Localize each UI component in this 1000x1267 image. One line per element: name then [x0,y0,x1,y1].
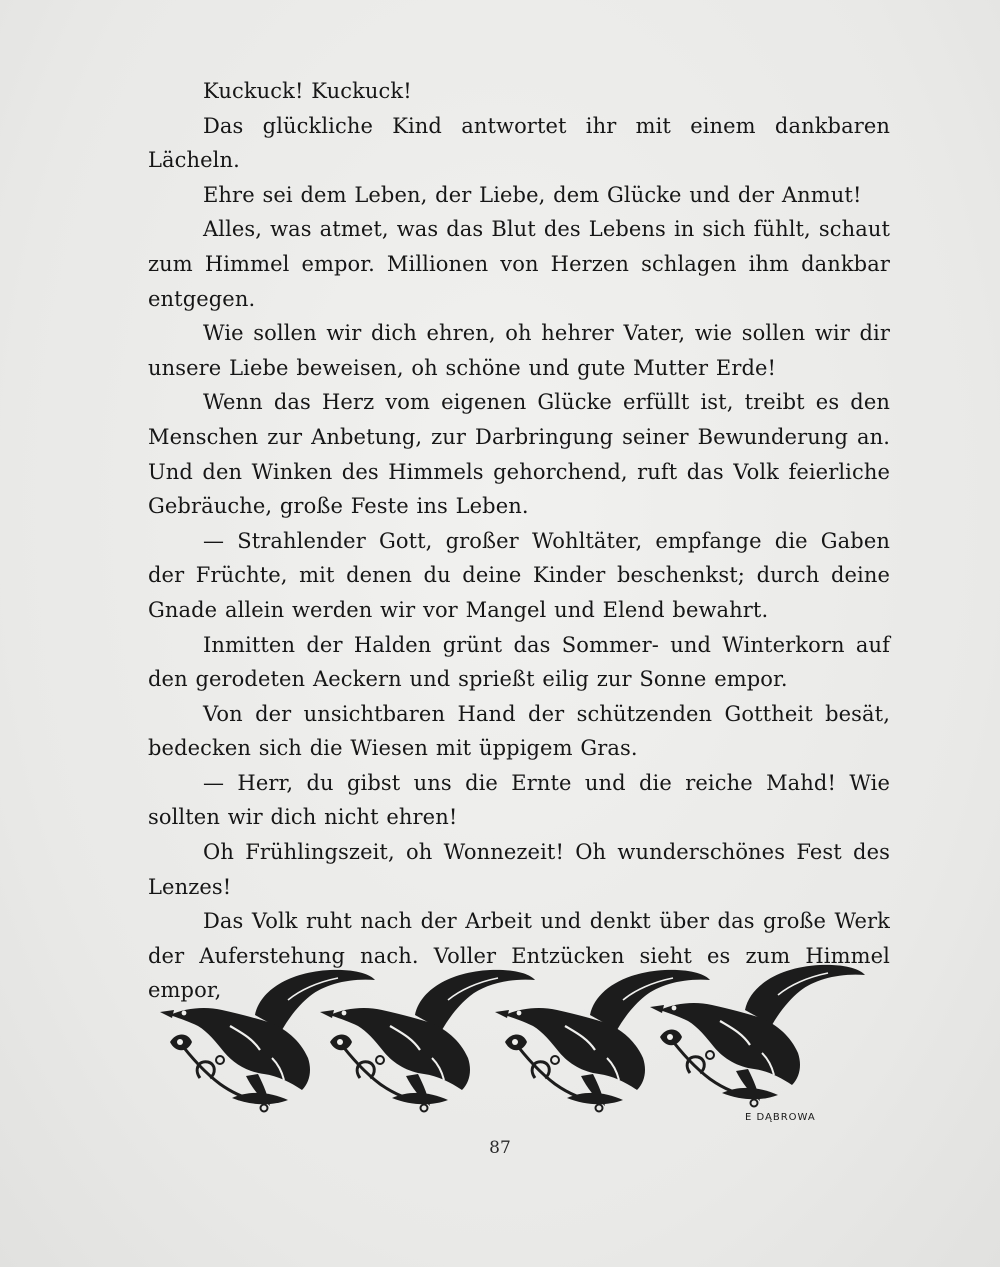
paragraph-12: Das Volk ruht nach der Arbeit und denkt über das große Werk der Auferstehung nach. Voller Entzücken sieht es zum Himmel empor, [148,909,890,1003]
body-text [148,74,890,1008]
paragraph-3: Ehre sei dem Leben, der Liebe, dem Glücke und der Anmut! [203,182,862,207]
paragraph-5: Wie sollen wir dich ehren, oh hehrer Vater, wie sollen wir dir unsere Liebe beweisen, oh schöne und gute Mutter Erde! [148,321,890,380]
paragraph-8: Inmitten der Halden grünt das Sommer- und Winterkorn auf den gerodeten Aeckern und sprießt eilig zur Sonne empor. [148,632,890,692]
paragraph-9: Von der unsichtbaren Hand der schützenden Gottheit besät, bedecken sich die Wiesen mit üppigem Gras. [148,701,890,761]
flying-birds-vignette-icon [160,955,890,1130]
paragraph-1: Kuckuck! Kuckuck! [203,79,412,103]
paragraph-4: Alles, was atmet, was das Blut des Lebens in sich fühlt, schaut zum Himmel empor. Millionen von Herzen schlagen ihm dankbar entgegen. [148,217,890,311]
paragraph-6: Wenn das Herz vom eigenen Glücke erfüllt ist, treibt es den Menschen zur Anbetung, zur Darbringung seiner Bewunderung an. Und den Winken des Himmels gehorchend, ruft das Volk feierliche Gebräuche, große Feste ins Leben. [148,390,890,519]
paragraph-2: Das glückliche Kind antwortet ihr mit einem dankbaren Lächeln. [148,113,890,173]
paragraph-10: — Herr, du gibst uns die Ernte und die reiche Mahd! Wie sollten wir dich nicht ehren! [148,770,890,830]
paragraph-7: — Strahlender Gott, großer Wohltäter, empfange die Gaben der Früchte, mit denen du deine Kinder beschenkst; durch deine Gnade allein werden wir vor Mangel und Elend bewahrt. [148,528,890,622]
page-number: 87 [489,1138,511,1158]
artist-signature: E DĄBROWA [745,1112,816,1123]
paragraph-11: Oh Frühlingszeit, oh Wonnezeit! Oh wunderschönes Fest des Lenzes! [148,840,890,899]
